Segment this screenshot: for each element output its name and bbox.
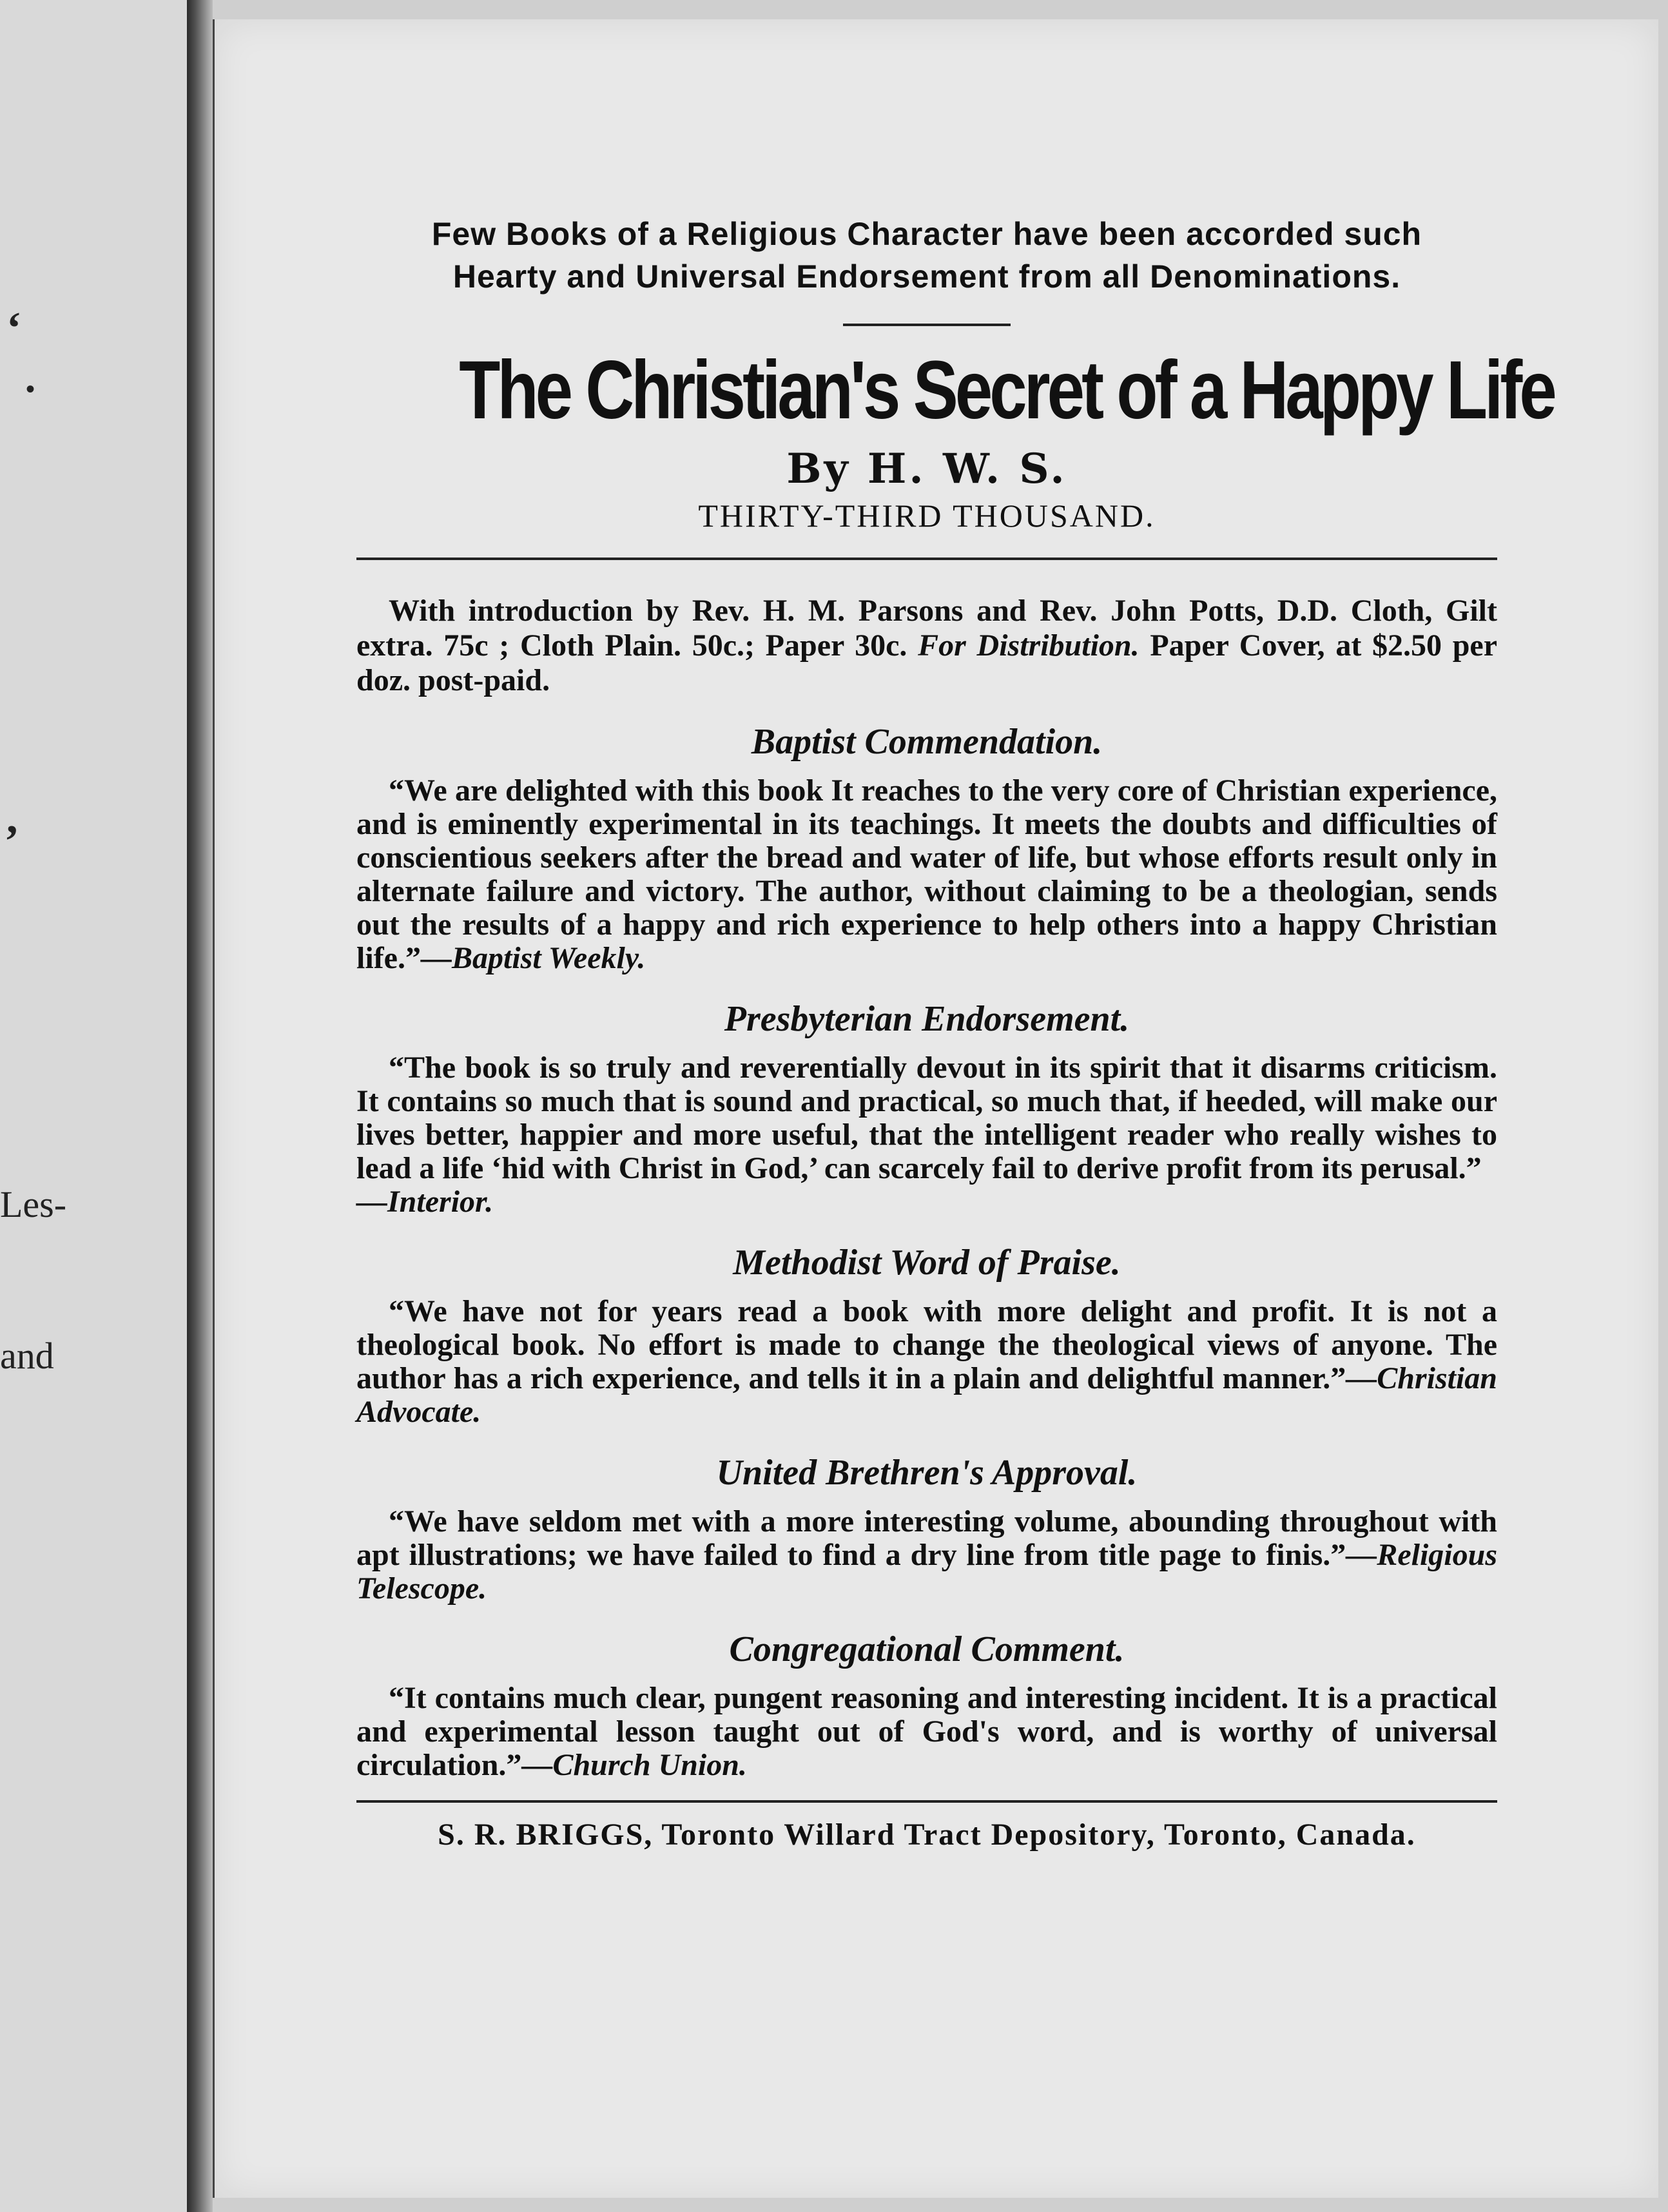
quote-source: —Baptist Weekly. [420, 941, 646, 975]
quote-source: —Church Union. [521, 1748, 747, 1782]
publisher-line: S. R. BRIGGS, Toronto Willard Tract Depository, Toronto, Canada. [438, 1818, 1416, 1852]
quote-text: “We have seldom met with a more interesting volume, abounding throughout with apt illustrations; we have failed to find a dry line from title page to finis.” [356, 1504, 1497, 1572]
endorsement-congregational [356, 1629, 1497, 1782]
title-divider [356, 558, 1497, 560]
section-heading: Presbyterian Endorsement. [724, 999, 1130, 1039]
section-heading: Congregational Comment. [729, 1629, 1125, 1669]
left-page-dot: • [26, 374, 35, 403]
tagline-line-1: Few Books of a Religious Character have been accorded such [431, 216, 1422, 252]
section-heading: United Brethren's Approval. [716, 1453, 1138, 1493]
tagline [356, 213, 1497, 298]
intro-paragraph [356, 594, 1497, 698]
quote-text: “The book is so truly and reverentially devout in its spirit that it disarms criticism. It contains so much that is sound and practical, so much that, if heeded, will make our lives better, happier and more useful, that the intelligent reader who really wishes to lead a life ‘hid with Christ in God,’ can scarcely fail to derive profit from its perusal.” [356, 1051, 1497, 1185]
left-page-fragment-and: and [0, 1335, 54, 1377]
intro-text: With introduction by Rev. H. M. Parsons and Rev. John Potts, D.D. Cloth, Gilt extra. 75c ; Cloth Plain. 50c.; Paper 30c. [356, 594, 1497, 663]
short-divider [843, 324, 1011, 326]
left-page-comma: , [6, 793, 18, 843]
quote-paragraph [356, 1051, 1497, 1219]
book-title: The Christian's Secret of a Happy Life [459, 344, 1554, 436]
left-page-fragment-les: Les- [0, 1183, 67, 1225]
left-page [0, 0, 189, 2212]
paper-cover-price: Paper Cover, at $2.50 per doz. post-paid. [356, 628, 1498, 697]
endorsement-united-brethren [356, 1452, 1497, 1606]
distribution-label: For Distribution. [918, 628, 1139, 663]
quote-paragraph [356, 1682, 1497, 1782]
quote-source: —Interior. [356, 1185, 494, 1219]
section-heading: Methodist Word of Praise. [733, 1243, 1121, 1283]
quote-paragraph [356, 774, 1497, 975]
author-line: By H. W. S. [786, 445, 1067, 493]
quote-text: “It contains much clear, pungent reasoning and interesting incident. It is a practical and experimental lesson taught out of God's word, and is worthy of universal circulation.” [356, 1681, 1497, 1782]
footer-divider [356, 1800, 1497, 1803]
page-content [356, 213, 1554, 1852]
quote-source: —Christian Advocate. [356, 1361, 1497, 1429]
quote-text: “We have not for years read a book with more delight and profit. It is not a theological book. No effort is made to change the theological views of anyone. The author has a rich experience, and tells it in a plain and delightful manner.” [356, 1294, 1497, 1395]
quote-paragraph [356, 1505, 1497, 1606]
endorsement-methodist [356, 1242, 1497, 1429]
endorsement-presbyterian [356, 998, 1497, 1219]
quote-text: “We are delighted with this book It reaches to the very core of Christian experience, and is eminently experimental in its teachings. It meets the doubts and difficulties of conscientious seekers after the bread and water of life, but whose efforts result only in alternate failure and victory. The author, without claiming to be a theologian, sends out the results of a happy and rich experience to help others into a happy Christian life.” [356, 773, 1497, 975]
book-spine [187, 0, 213, 2212]
tagline-line-2: Hearty and Universal Endorsement from all Denominations. [452, 258, 1401, 295]
quote-source: —Religious Telescope. [356, 1538, 1497, 1606]
page [213, 19, 1658, 2198]
left-page-mark: ‘ [6, 304, 22, 353]
quote-paragraph [356, 1295, 1497, 1429]
section-heading: Baptist Commendation. [751, 722, 1103, 762]
edition-line: THIRTY-THIRD THOUSAND. [698, 498, 1156, 534]
endorsement-baptist [356, 721, 1497, 975]
